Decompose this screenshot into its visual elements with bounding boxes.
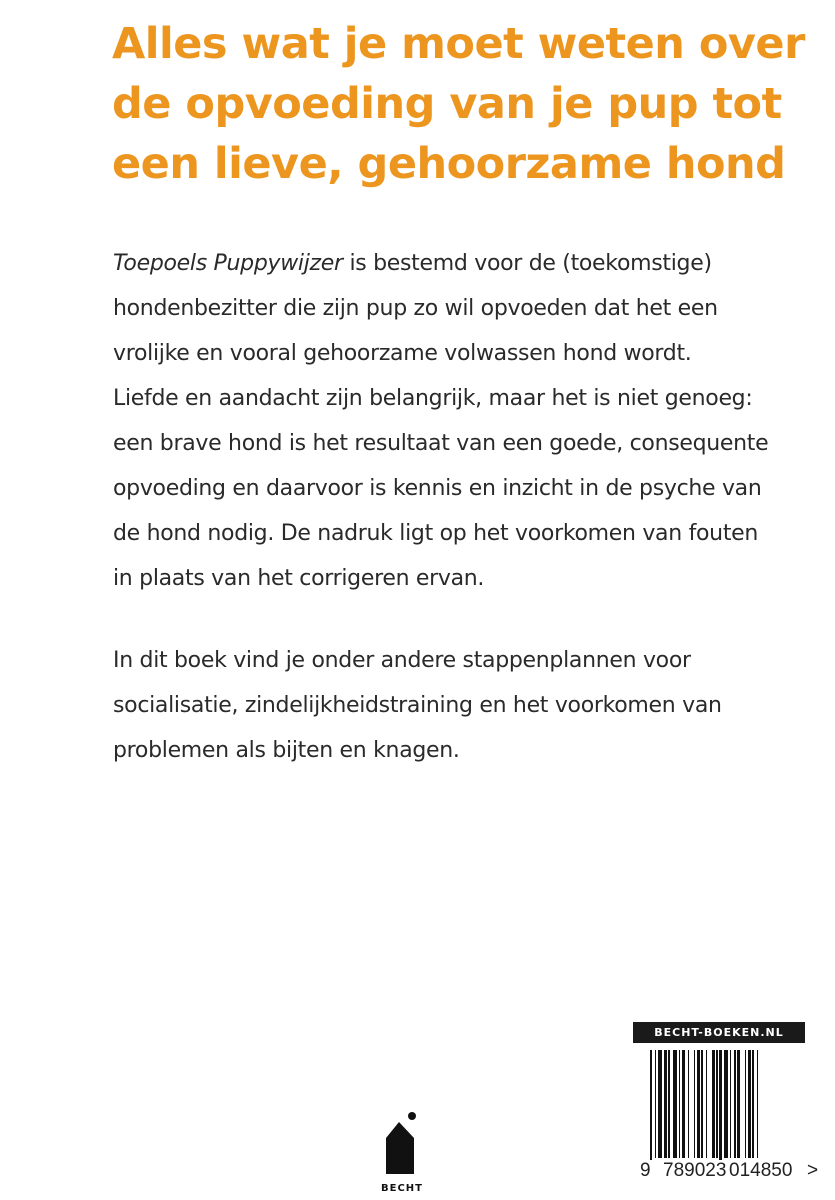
blurb-paragraph-2 [113,638,722,773]
blurb-line: In dit boek vind je onder andere stappenplannen voor [113,648,691,673]
headline-line: Alles wat je moet weten over [112,19,805,69]
barcode-bar [716,1050,718,1158]
barcode-bar [688,1050,690,1158]
blurb-line: Liefde en aandacht zijn belangrijk, maar het is niet genoeg: [113,386,753,411]
barcode-bar [706,1050,708,1158]
barcode-bar [745,1050,747,1158]
book-title-italic: Toepoels Puppywijzer [113,251,343,276]
barcode-bar [655,1050,657,1158]
barcode-bar [734,1050,736,1158]
cover-headline [112,14,805,194]
isbn-prefix: 9 [640,1160,651,1181]
blurb-line [113,241,768,286]
barcode-bar [673,1050,678,1158]
headline-line: een lieve, gehoorzame hond [112,139,786,189]
barcode-bar [650,1050,652,1170]
barcode-bar [719,1050,722,1170]
isbn-group-1: 789023 [663,1160,727,1181]
blurb-line: hondenbezitter die zijn pup zo wil opvoeden dat het een [113,296,718,321]
barcode-bar [679,1050,681,1158]
barcode-bar [712,1050,715,1158]
barcode-bar [724,1050,729,1158]
publisher-logo-text: BECHT [381,1183,423,1194]
barcode-bar [658,1050,663,1158]
isbn-barcode [650,1050,790,1170]
barcode-bar [757,1050,759,1158]
isbn-group-2: 014850 [729,1160,793,1181]
blurb-line: vrolijke en vooral gehoorzame volwassen hond wordt. [113,341,692,366]
blurb-line: de hond nodig. De nadruk ligt op het voorkomen van fouten [113,521,759,546]
blurb-line: een brave hond is het resultaat van een goede, consequente [113,431,769,456]
barcode-bar [668,1050,670,1158]
headline-line: de opvoeding van je pup tot [112,79,782,129]
blurb-text: is bestemd voor de (toekomstige) [342,251,712,276]
blurb-line: problemen als bijten en knagen. [113,738,460,763]
blurb-line: socialisatie, zindelijkheidstraining en het voorkomen van [113,693,722,718]
publisher-house-logo [382,1110,422,1176]
blurb-line: opvoeding en daarvoor is kennis en inzicht in de psyche van [113,476,762,501]
barcode-bar [730,1050,732,1158]
barcode-bar [737,1050,740,1158]
barcode-bar [697,1050,700,1158]
barcode-bar [682,1050,685,1158]
isbn-arrow: > [807,1160,819,1181]
blurb-paragraph-1 [113,241,768,601]
barcode-bar [664,1050,667,1158]
barcode-bar [752,1050,754,1158]
barcode-bar [694,1050,696,1158]
website-label: BECHT-BOEKEN.NL [633,1022,805,1043]
barcode-bar [701,1050,703,1158]
barcode-bar [748,1050,751,1158]
blurb-line: in plaats van het corrigeren ervan. [113,566,485,591]
